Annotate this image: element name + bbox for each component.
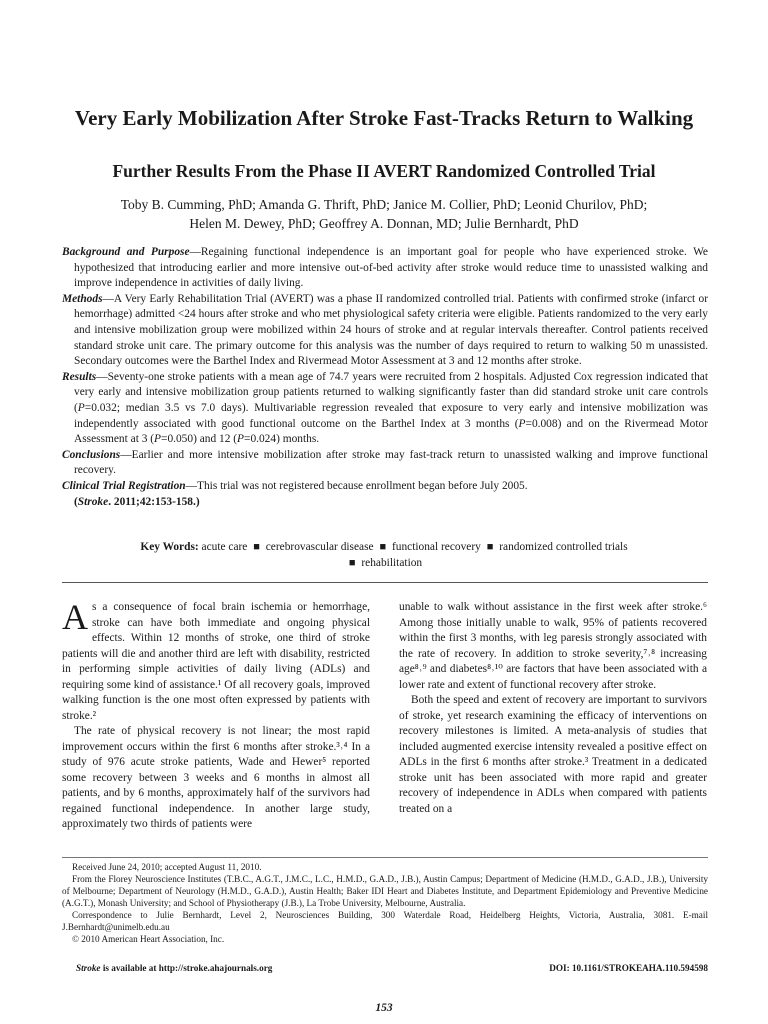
abstract-background [62,245,708,292]
background-text: —Regaining functional independence is an important goal for people who have experienced stroke. We hypothesized that introducing earlier and more intensive out-of-bed activity after stroke would reduce time to unassisted walking and improve independence in activities of daily living. [74,246,708,290]
p-value-symbol: P [154,433,162,446]
abstract-registration [62,479,708,495]
citation-open: ( [74,495,78,508]
body-paragraph: The rate of physical recovery is not linear; the most rapid improvement occurs within the first 6 months after stroke.³˒⁴ In a study of 976 acute stroke patients, Wade and Hewer⁵ reported some recovery between 3 weeks and 6 months in almost all patients, and by 6 months, approximately half of the survivors had regained functional independence. In another large study, approximately two thirds of patients were [62,725,370,830]
citation-journal: Stroke [77,495,109,508]
body-paragraph: unable to walk without assistance in the first week after stroke.⁶ Among those initially unable to walk, 95% of patients recovered within the first 3 months, with leg paresis strongly associated with the rate of recovery. In addition to stroke severity,⁷˒⁸ increasing age⁸˒⁹ and diabetes⁸˒¹⁰ are factors that have been associated with a lower rate and extent of functional recovery after stroke. [399,601,707,691]
methods-text: —A Very Early Rehabilitation Trial (AVERT) was a phase II randomized controlled trial. Patients with confirmed stroke (infarct or hemorrhage) admitted <24 hours after stroke and who met physiological safety criteria were eligible. Patients randomized to the very early and intensive mobilization group were mobilized within 24 hours of stroke and at regular intervals thereafter. Control patients received standard stroke unit care. The primary outcome for this analysis was the number of days required to return to walking 50 m unassisted. Secondary outcomes were the Barthel Index and Rivermead Motor Assessment at 3 and 12 months after stroke. [74,292,708,368]
keyword: acute care [201,541,248,553]
p-value-symbol: P [518,417,526,430]
registration-label: Clinical Trial Registration [62,479,186,492]
conclusions-text: —Earlier and more intensive mobilization after stroke may fast-track return to unassisted walking and improve functional recovery. [74,448,708,477]
paragraph-text: s a consequence of focal brain ischemia or hemorrhage, stroke can have both immediate and ongoing physical effects. Within 12 months of stroke, one third of stroke patients will die and another third are left with disability, restricted in performing simple activities of daily living (ADLs) and requiring some kind of assistance.¹ Of all recovery goals, improved walking function is the one most often expressed by patients with stroke.² [62,601,370,722]
article-citation [62,495,708,511]
results-label: Results [62,370,97,383]
footnotes [62,857,708,945]
keyword: functional recovery [391,541,481,553]
drop-cap: A [62,597,88,637]
p-value-symbol: P [237,433,245,446]
registration-text: —This trial was not registered because enrollment began before July 2005. [185,479,528,492]
correspondence: Correspondence to Julie Bernhardt, Level 2, Neurosciences Building, 300 Waterdale Road, Heidelberg Heights, Victoria, Australia, 3081. E-mail J.Bernhardt@unimelb.edu.au [62,910,708,932]
abstract-results [62,370,708,448]
keyword: cerebrovascular disease [265,541,374,553]
citation-details: . 2011;42:153-158.) [108,495,200,508]
results-text-e: =0.024) months. [244,433,320,446]
p-value-symbol: P [77,401,85,414]
section-divider [62,582,708,583]
abstract [62,245,708,510]
results-text-d: =0.050) and 12 ( [161,433,238,446]
journal-name: Stroke [76,963,101,973]
received-date: Received June 24, 2010; accepted August 11, 2010. [72,862,262,872]
doi: DOI: 10.1161/STROKEAHA.110.594598 [549,963,708,973]
background-label: Background and Purpose [62,246,190,258]
body-paragraph: Both the speed and extent of recovery are important to survivors of stroke, yet research examining the efficacy of interventions on recovery milestones is limited. A meta-analysis of studies that included augmented exercise intensity revealed a positive effect on ADLs in the first 6 months after stroke.³ Treatment in a dedicated stroke unit has been associated with more rapid and greater recovery of independence in ADLs when compared with patients treated on a [399,694,707,815]
abstract-methods [62,292,708,370]
copyright: © 2010 American Heart Association, Inc. [72,934,225,944]
methods-label: Methods [62,292,103,305]
article-title: Very Early Mobilization After Stroke Fast-Tracks Return to Walking [74,106,694,130]
body-column-left [62,597,370,833]
keyword-separator: ■ [379,541,387,553]
body-paragraph [62,597,370,724]
journal-url-text: is available at http://stroke.ahajournals.org [100,963,273,973]
abstract-conclusions [62,448,708,479]
article-subtitle: Further Results From the Phase II AVERT Randomized Controlled Trial [112,161,656,181]
body-column-right [399,600,707,817]
keyword-separator: ■ [253,541,260,553]
results-text-b: =0.032; median 3.5 vs 7.0 days). Multivariable regression revealed that exposure to very early and intensive mobilization was independently associated with good functional outcome on the Barthel Index at 3 months ( [74,401,708,430]
key-words-label: Key Words: [140,541,199,553]
authors-line-2: Helen M. Dewey, PhD; Geoffrey A. Donnan, MD; Julie Bernhardt, PhD [189,216,579,231]
page-number: 153 [375,1002,393,1014]
results-text-a: —Seventy-one stroke patients with a mean age of 74.7 years were recruited from 2 hospitals. Adjusted Cox regression indicated that very early and intensive mobilization group patients returned to walking significantly faster than did standard stroke unit care controls ( [74,370,708,414]
keyword: randomized controlled trials [499,541,628,553]
key-words [80,539,688,571]
keyword-separator: ■ [486,541,494,553]
journal-availability [76,963,272,973]
keyword-separator: ■ [348,557,356,569]
conclusions-label: Conclusions [62,448,121,461]
affiliations: From the Florey Neuroscience Institutes (T.B.C., A.G.T., J.M.C., L.C., H.M.D., G.A.D., J.B.), Austin Campus; Department of Medicine (H.M.D., G.A.D., J.B.), University of Melbourne; Department of Neurology (H.M.D., G.A.D.), Austin Health; Baker IDI Heart and Diabetes Institute, and Department Epidemiology and Preventive Medicine (A.G.T.), Monash University; and School of Physiotherapy (J.B.), La Trobe University, Melbourne, Australia. [62,874,708,908]
keyword: rehabilitation [361,557,423,569]
results-text-c: =0.008) and on the Rivermead Motor Assessment at 3 ( [74,417,709,446]
authors-line-1: Toby B. Cumming, PhD; Amanda G. Thrift, PhD; Janice M. Collier, PhD; Leonid Churilov, PhD; [120,197,648,212]
author-list [60,195,708,233]
